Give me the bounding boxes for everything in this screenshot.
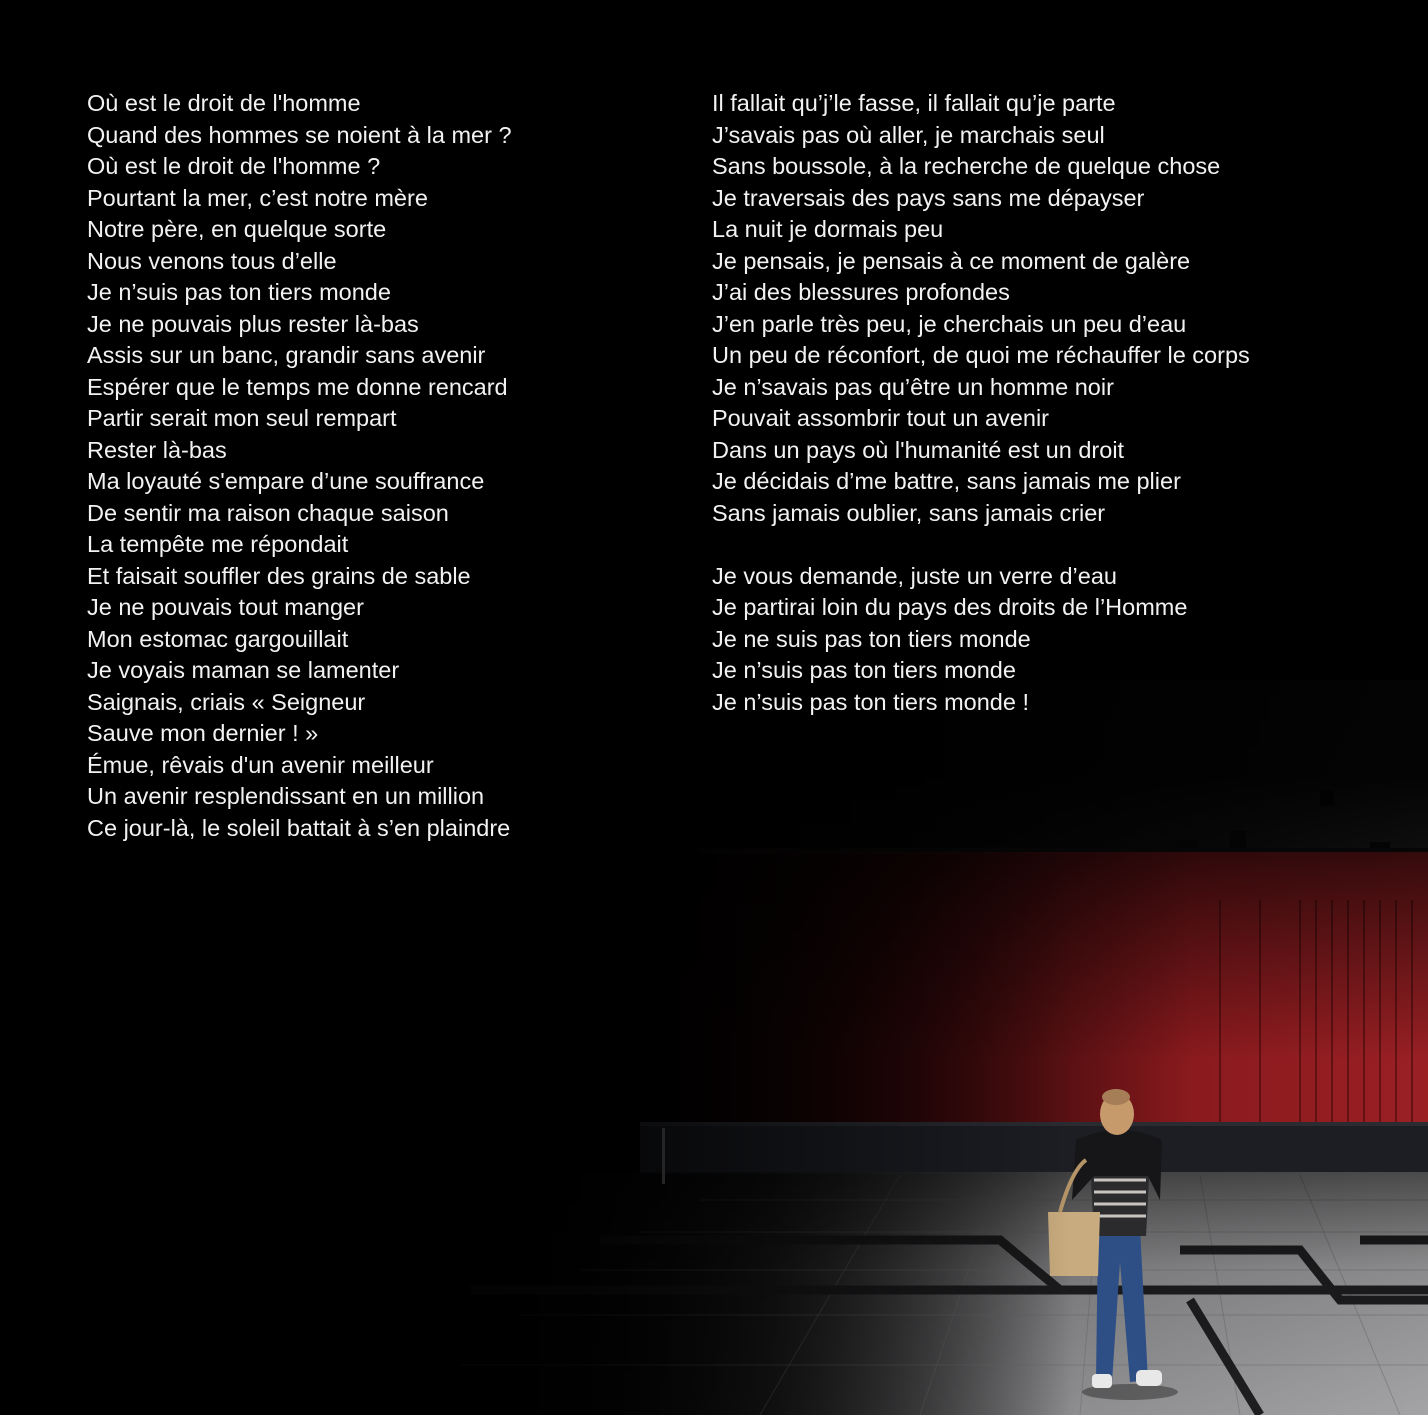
poem-line: Mon estomac gargouillait — [87, 625, 349, 652]
poem-line: J’en parle très peu, je cherchais un peu d’eau — [712, 310, 1187, 337]
poem-line: Je n’suis pas ton tiers monde — [712, 657, 1016, 683]
poem-line: Pourtant la mer, c’est notre mère — [87, 184, 428, 211]
poem-line: Je n’suis pas ton tiers monde — [87, 279, 391, 305]
poem-line: Il fallait qu’j’le fasse, il fallait qu’je parte — [712, 90, 1116, 116]
stanza-break — [712, 529, 1250, 561]
poem-line: Je décidais d’me battre, sans jamais me plier — [712, 468, 1181, 494]
poem-line: De sentir ma raison chaque saison — [87, 499, 449, 526]
poem-line: Espérer que le temps me donne rencard — [87, 373, 508, 400]
poem-line: Je ne suis pas ton tiers monde — [712, 625, 1031, 652]
poem-line: Je ne pouvais tout manger — [87, 594, 364, 620]
poem-line: Un avenir resplendissant en un million — [87, 783, 485, 809]
poem-line: La nuit je dormais peu — [712, 216, 944, 242]
poem-line: Je voyais maman se lamenter — [87, 657, 400, 683]
poem-line: Où est le droit de l'homme ? — [87, 153, 381, 179]
poem-line: Saignais, criais « Seigneur — [87, 688, 366, 715]
poem-line: Je ne pouvais plus rester là-bas — [87, 310, 419, 337]
poem-line: Sauve mon dernier ! » — [87, 720, 319, 746]
poem-line: Où est le droit de l'homme — [87, 90, 361, 116]
poem-line: Quand des hommes se noient à la mer ? — [87, 121, 512, 148]
poem-line: Dans un pays où l'humanité est un droit — [712, 436, 1125, 463]
poem-line: Notre père, en quelque sorte — [87, 216, 387, 242]
poem-right-column — [712, 88, 1250, 718]
poem-line: Ce jour-là, le soleil battait à s’en plaindre — [87, 814, 511, 841]
poem-line: Ma loyauté s'empare d’une souffrance — [87, 468, 485, 494]
poem-line: Je pensais, je pensais à ce moment de galère — [712, 247, 1191, 274]
poem-line: La tempête me répondait — [87, 531, 349, 557]
poem-line: Émue, rêvais d'un avenir meilleur — [87, 751, 434, 778]
poem-line: J’savais pas où aller, je marchais seul — [712, 121, 1105, 148]
poem-line: Un peu de réconfort, de quoi me réchauffer le corps — [712, 342, 1250, 368]
poem-line: Pouvait assombrir tout un avenir — [712, 405, 1049, 431]
poem-line: Partir serait mon seul rempart — [87, 405, 397, 431]
poem-line: Je partirai loin du pays des droits de l’Homme — [712, 594, 1188, 620]
poem-line: J’ai des blessures profondes — [712, 279, 1010, 305]
poem-line: Assis sur un banc, grandir sans avenir — [87, 342, 486, 368]
poem-line: Je vous demande, juste un verre d’eau — [712, 562, 1117, 589]
poem-line: Sans jamais oublier, sans jamais crier — [712, 499, 1106, 526]
poem-line: Nous venons tous d’elle — [87, 247, 337, 274]
poem-line: Sans boussole, à la recherche de quelque chose — [712, 153, 1221, 179]
poem-left-column — [87, 88, 512, 844]
poem-line: Et faisait souffler des grains de sable — [87, 562, 471, 589]
poem-line: Je n’savais pas qu’être un homme noir — [712, 373, 1114, 400]
poem-line: Je n’suis pas ton tiers monde ! — [712, 688, 1029, 715]
poem-line: Rester là-bas — [87, 436, 227, 463]
poem-line: Je traversais des pays sans me dépayser — [712, 184, 1145, 211]
